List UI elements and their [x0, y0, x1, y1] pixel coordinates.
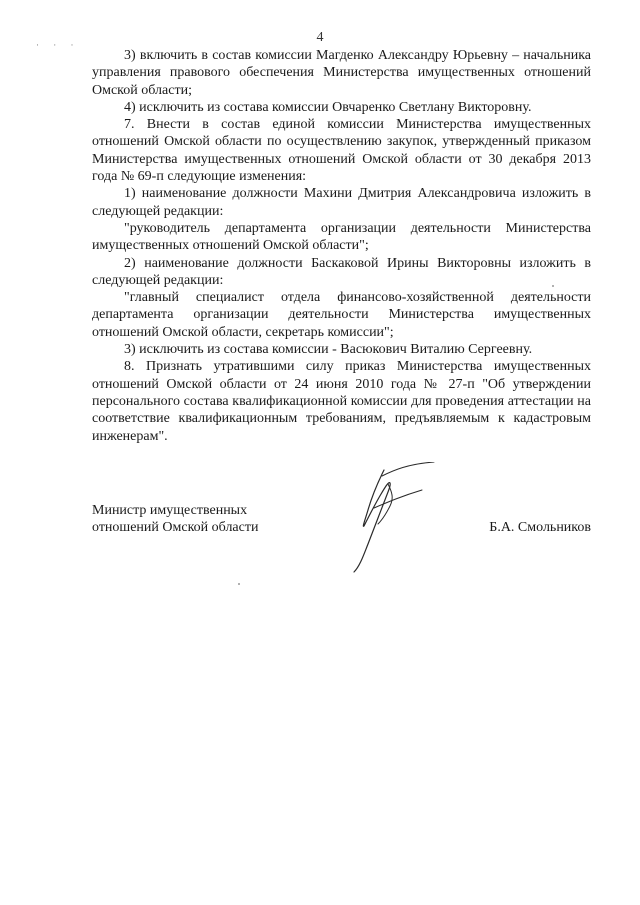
- signer-title: [92, 502, 258, 537]
- page-number: 4: [316, 30, 324, 45]
- document-body: [92, 47, 591, 445]
- signer-name: Б.А. Смольников: [489, 520, 591, 535]
- paragraph-item-3-include: 3) включить в состав комиссии Магденко Александру Юрьевну – начальника управления правового обеспечения Министерства имущественных отношений Омской области;: [92, 48, 591, 98]
- handwritten-signature: [338, 462, 468, 577]
- paragraph-item-4-exclude: 4) исключить из состава комиссии Овчаренко Светлану Викторовну.: [124, 99, 532, 115]
- scan-speck: [552, 285, 554, 287]
- paragraph-7-item-1: 1) наименование должности Махини Дмитрия Александровича изложить в следующей редакции:: [92, 186, 591, 219]
- scan-specks: · · ·: [36, 40, 80, 50]
- paragraph-7-item-2: 2) наименование должности Баскаковой Ирины Викторовны изложить в следующей редакции:: [92, 255, 591, 288]
- signer-title-line-2: отношений Омской области: [92, 520, 259, 536]
- scan-speck: [238, 583, 240, 585]
- paragraph-7-item-2-quote: "главный специалист отдела финансово-хозяйственной деятельности департамента организации деятельности Министерства имущественных отношений Омской области, секретарь комиссии";: [92, 290, 591, 340]
- paragraph-7-item-1-quote: "руководитель департамента организации деятельности Министерства имущественных отношений Омской области";: [92, 220, 591, 254]
- paragraph-section-7: 7. Внести в состав единой комиссии Министерства имущественных отношений Омской области по осуществлению закупок, утвержденный приказом Министерства имущественных отношений Омской области от 30 декабря 2013 года № 69-п следующие изменения:: [92, 117, 591, 185]
- paragraph-section-8: 8. Признать утратившими силу приказ Министерства имущественных отношений Омской области от 24 июня 2010 года № 27-п "Об утверждении персонального состава квалификационной комиссии для проведения аттестации на соответствие квалификационным требованиям, предъявляемым к кадастровым инженерам".: [92, 359, 591, 444]
- paragraph-7-item-3: 3) исключить из состава комиссии - Васюкович Виталию Сергеевну.: [124, 342, 533, 358]
- signer-title-line-1: Министр имущественных: [92, 503, 248, 518]
